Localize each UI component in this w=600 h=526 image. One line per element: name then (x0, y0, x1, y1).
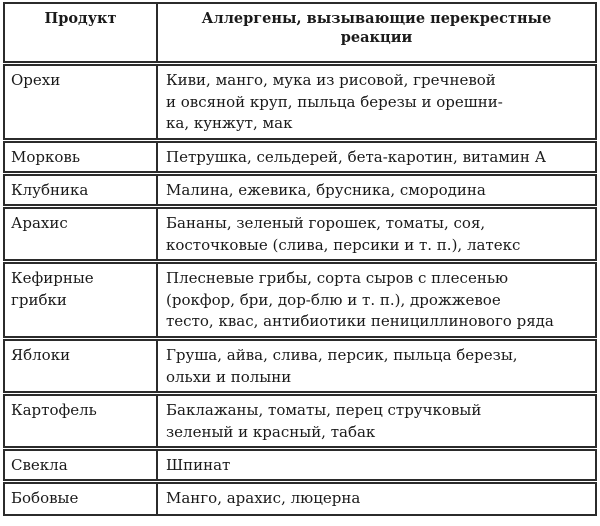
allergens-cell: Шпинат (157, 449, 596, 482)
product-cell: Бобовые (4, 482, 157, 516)
table-row (4, 262, 596, 339)
allergens-cell: Манго, арахис, люцерна (157, 482, 596, 516)
table-row (4, 64, 596, 141)
cross-reaction-table (3, 2, 597, 516)
product-cell: Кефирные грибки (4, 262, 157, 339)
table-row (4, 174, 596, 207)
table-row (4, 449, 596, 482)
product-cell: Клубника (4, 174, 157, 207)
product-cell: Морковь (4, 141, 157, 174)
allergens-cell: Петрушка, сельдерей, бета-каротин, витамин А (157, 141, 596, 174)
table-row (4, 339, 596, 394)
allergens-cell: Малина, ежевика, брусника, смородина (157, 174, 596, 207)
table-row (4, 141, 596, 174)
table-header-row (4, 3, 596, 64)
table-row (4, 482, 596, 516)
product-cell: Орехи (4, 64, 157, 141)
table-row (4, 394, 596, 449)
product-cell: Яблоки (4, 339, 157, 394)
allergens-cell: Баклажаны, томаты, перец стручковый зеленый и красный, табак (157, 394, 596, 449)
table-row (4, 207, 596, 262)
header-product: Продукт (4, 3, 157, 64)
product-cell: Арахис (4, 207, 157, 262)
allergens-cell: Груша, айва, слива, персик, пыльца березы, ольхи и полыни (157, 339, 596, 394)
allergens-cell: Киви, манго, мука из рисовой, гречневой и овсяной круп, пыльца березы и орешни- ка, кунжут, мак (157, 64, 596, 141)
header-allergens: Аллергены, вызывающие перекрестные реакции (157, 3, 596, 64)
product-cell: Свекла (4, 449, 157, 482)
product-cell: Картофель (4, 394, 157, 449)
allergens-cell: Плесневые грибы, сорта сыров с плесенью (рокфор, бри, дор-блю и т. п.), дрожжевое тесто, квас, антибиотики пенициллинового ряда (157, 262, 596, 339)
allergens-cell: Бананы, зеленый горошек, томаты, соя, косточковые (слива, персики и т. п.), латекс (157, 207, 596, 262)
